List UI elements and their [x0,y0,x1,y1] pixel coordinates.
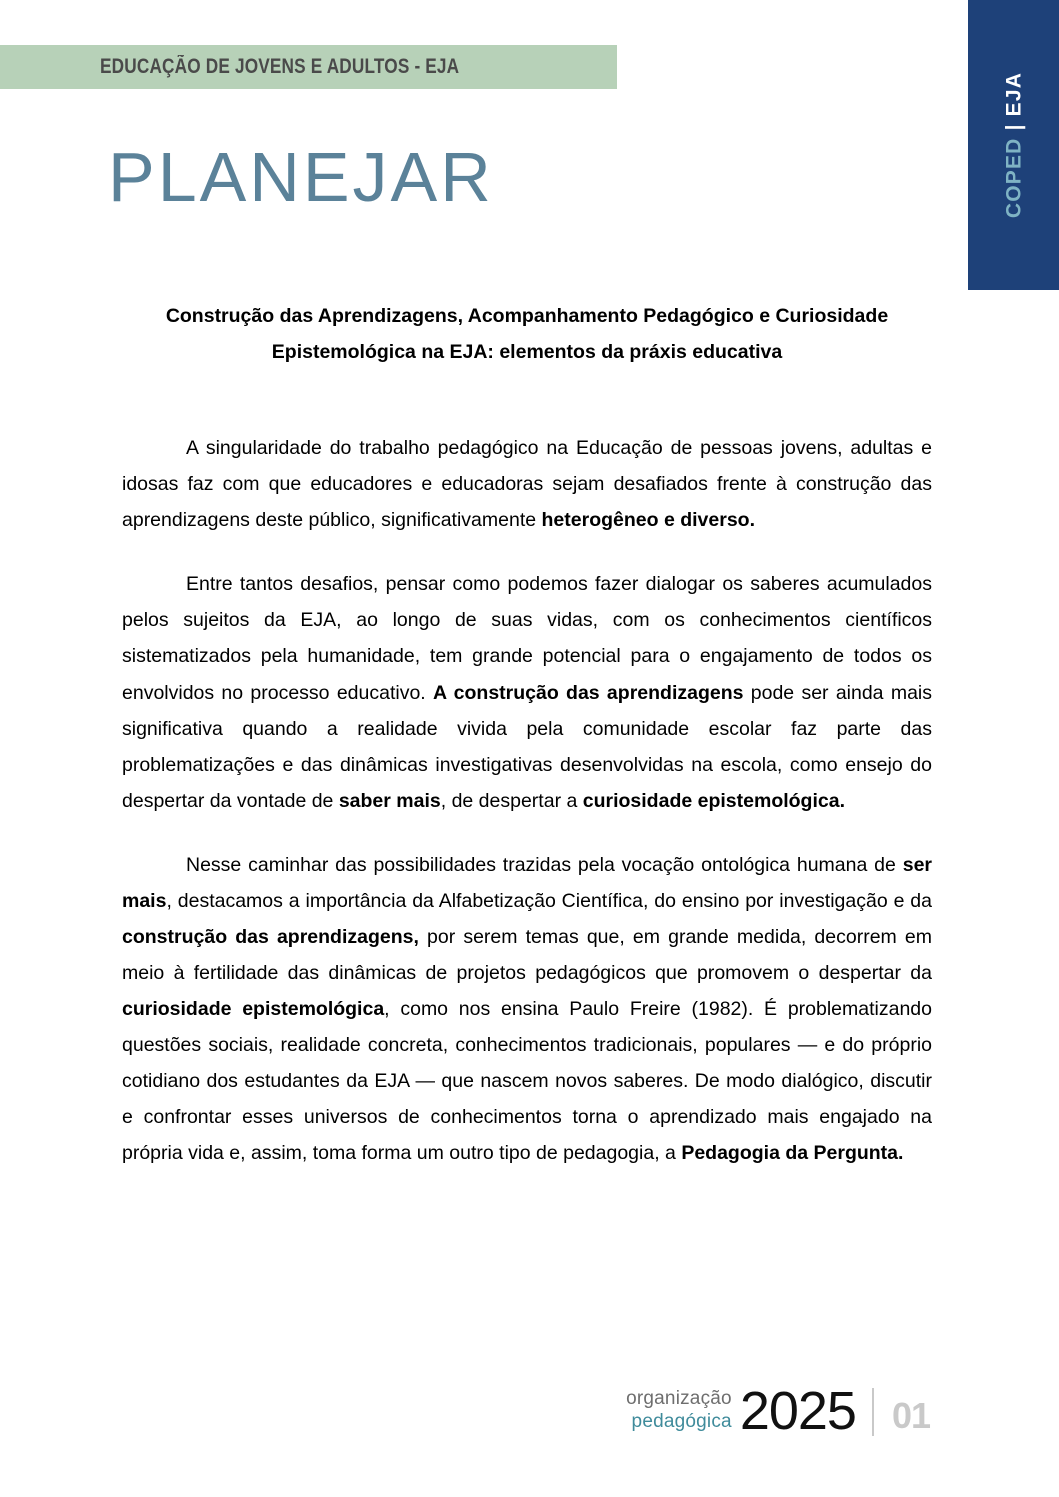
article-body [122,430,932,1171]
emphasis-text: curiosidade epistemológica. [582,789,845,812]
footer-organization-block [626,1387,732,1440]
body-text: Nesse caminhar das possibilidades trazidas pela vocação ontológica humana de [186,853,903,876]
paragraph-2 [122,566,932,818]
footer-divider [872,1388,874,1436]
page-footer [0,1378,1059,1448]
body-text: , de despertar a [440,789,583,812]
body-text: , como nos ensina Paulo Freire (1982). É problematizando questões sociais, realidade concreta, conhecimentos tradicionais, populares — e do próprio cotidiano dos estudantes da EJA — que nascem novos saberes. De modo dialógico, discutir e confrontar esses universos de conhecimentos torna o aprendizado mais engajado na própria vida e, assim, toma forma um outro tipo de pedagogia, a [122,998,932,1165]
emphasis-text: construção das aprendizagens, [122,925,419,948]
side-brand-coped-text: COPED [1002,137,1025,219]
body-text: por serem temas que, em grande medida, decorrem em meio à fertilidade das dinâmicas de projetos pedagógicos que promovem o despertar da [122,925,932,984]
article-subtitle: Construção das Aprendizagens, Acompanhamento Pedagógico e Curiosidade Epistemológica na EJA: elementos da práxis educativa [165,305,889,364]
page-title: PLANEJAR [108,138,494,216]
body-text: Entre tantos desafios, pensar como podemos fazer dialogar os saberes acumulados pelos sujeitos da EJA, ao longo de suas vidas, com os conhecimentos científicos sistematizados pela humanidade, tem grande potencial para o engajamento de todos os envolvidos no processo educativo. [122,573,932,704]
emphasis-text: heterogêneo e diverso. [541,509,755,532]
footer-organization-line-1: organização [626,1387,732,1409]
side-brand-eja-text: | EJA [1002,71,1025,138]
emphasis-text: curiosidade epistemológica [122,998,385,1020]
body-text: pode ser ainda mais significativa quando a realidade vivida pela comunidade escolar faz parte das problematizações e das dinâmicas investigativas desenvolvidas na escola, como ensejo do despertar da vontade de [122,681,932,812]
section-banner [0,45,617,89]
emphasis-text: ser mais [122,853,932,912]
footer-brand-group [626,1378,930,1440]
body-text: A singularidade do trabalho pedagógico na Educação de pessoas jovens, adultas e idosas faz com que educadores e educadoras sejam desafiados frente à construção das aprendizagens deste público, significativamente [122,437,932,532]
paragraph-3 [122,847,932,1172]
emphasis-text: A construção das aprendizagens [433,681,744,704]
footer-organization-line-2: pedagógica [631,1410,732,1432]
body-text: , destacamos a importância da Alfabetização Científica, do ensino por investigação e da [166,889,932,912]
article-content [122,298,932,1171]
footer-year: 2025 [739,1381,856,1441]
side-brand-tab [968,0,1059,290]
paragraph-1 [122,430,932,538]
emphasis-text: Pedagogia da Pergunta. [681,1142,904,1165]
page-number: 01 [891,1395,930,1436]
side-brand-tab-label [1003,72,1024,218]
section-banner-title: EDUCAÇÃO DE JOVENS E ADULTOS - EJA [100,55,460,78]
emphasis-text: saber mais [338,789,441,812]
